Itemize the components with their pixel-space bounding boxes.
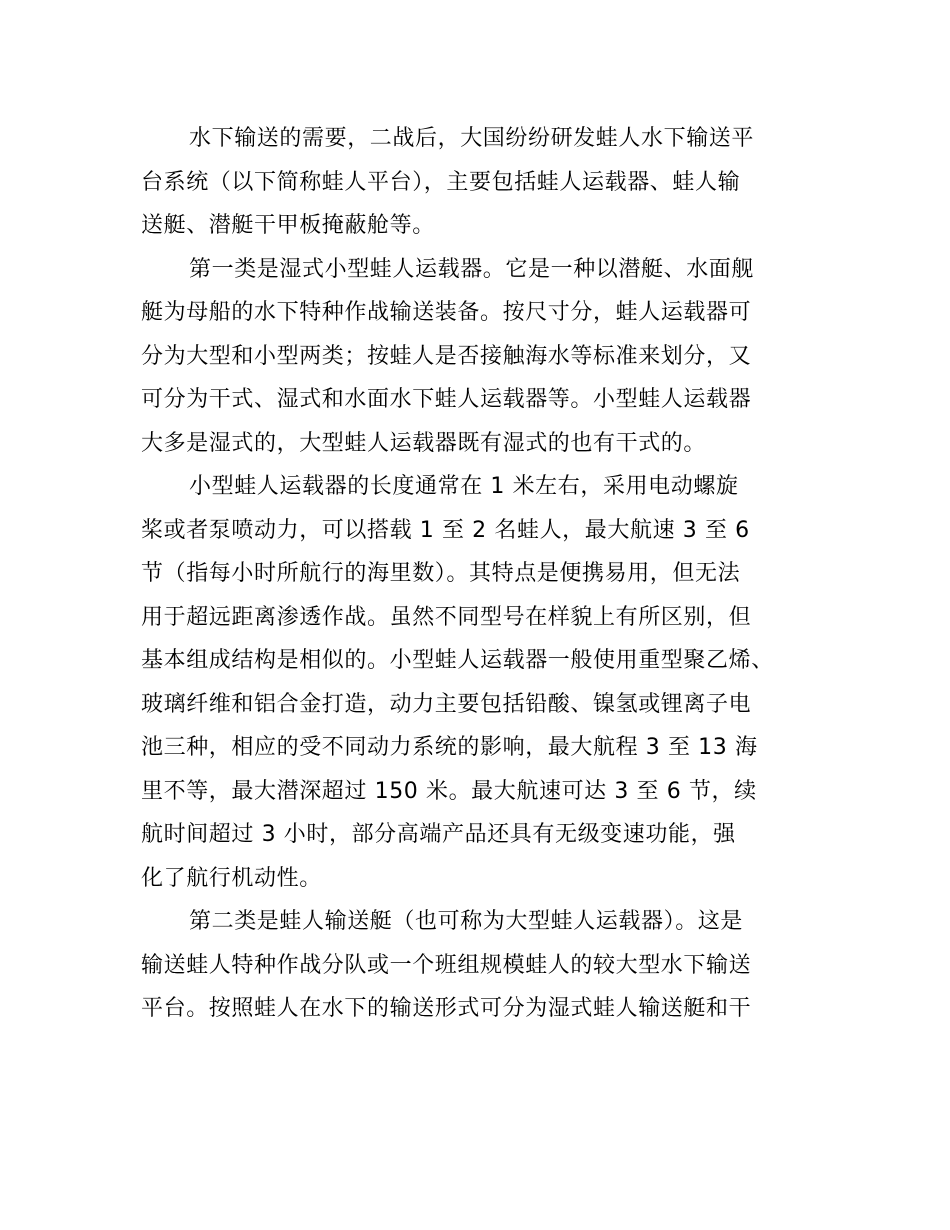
text-line: 水下输送的需要，二战后，大国纷纷研发蛙人水下输送平 (189, 126, 755, 151)
text-line: 桨或者泵喷动力，可以搭载 1 至 2 名蛙人，最大航速 3 至 6 (141, 517, 750, 543)
paragraph-2 (141, 248, 821, 466)
text-line: 节（指每小时所航行的海里数）。其特点是便携易用，但无法 (141, 561, 741, 586)
text-line: 玻璃纤维和铝合金打造，动力主要包括铅酸、镍氢或锂离子电 (141, 691, 752, 717)
paragraph-3 (141, 465, 821, 900)
text-line: 艇为母船的水下特种作战输送装备。按尺寸分，蛙人运载器可 (141, 300, 752, 325)
text-line: 里不等，最大潜深超过 150 米。最大航速可达 3 至 6 节，续 (141, 778, 757, 804)
text-line: 分为大型和小型两类；按蛙人是否接触海水等标准来划分，又 (141, 343, 752, 369)
text-line: 第二类是蛙人输送艇（也可称为大型蛙人运载器）。这是 (189, 909, 744, 934)
text-line: 可分为干式、湿式和水面水下蛙人运载器等。小型蛙人运载器 (141, 387, 752, 412)
text-line: 航时间超过 3 小时，部分高端产品还具有无级变速功能，强 (141, 822, 736, 847)
text-line: 小型蛙人运载器的长度通常在 1 米左右，采用电动螺旋 (189, 474, 739, 499)
text-line: 送艇、潜艇干甲板掩蔽舱等。 (141, 213, 435, 238)
text-line: 第一类是湿式小型蛙人运载器。它是一种以潜艇、水面舰 (189, 256, 755, 282)
text-line: 大多是湿式的，大型蛙人运载器既有湿式的也有干式的。 (141, 430, 707, 456)
paragraph-1 (141, 117, 821, 248)
text-line: 基本组成结构是相似的。小型蛙人运载器一般使用重型聚乙烯、 (141, 648, 774, 673)
text-line: 台系统（以下简称蛙人平台），主要包括蛙人运载器、蛙人输 (141, 169, 741, 195)
text-line: 化了航行机动性。 (141, 865, 322, 891)
text-line: 池三种，相应的受不同动力系统的影响，最大航程 3 至 13 海 (141, 735, 758, 760)
text-line: 用于超远距离渗透作战。虽然不同型号在样貌上有所区别，但 (141, 604, 752, 630)
paragraph-4 (141, 900, 821, 1031)
text-line: 平台。按照蛙人在水下的输送形式可分为湿式蛙人输送艇和干 (141, 996, 752, 1021)
document-page (141, 117, 821, 1031)
text-line: 输送蛙人特种作战分队或一个班组规模蛙人的较大型水下输送 (141, 952, 752, 978)
